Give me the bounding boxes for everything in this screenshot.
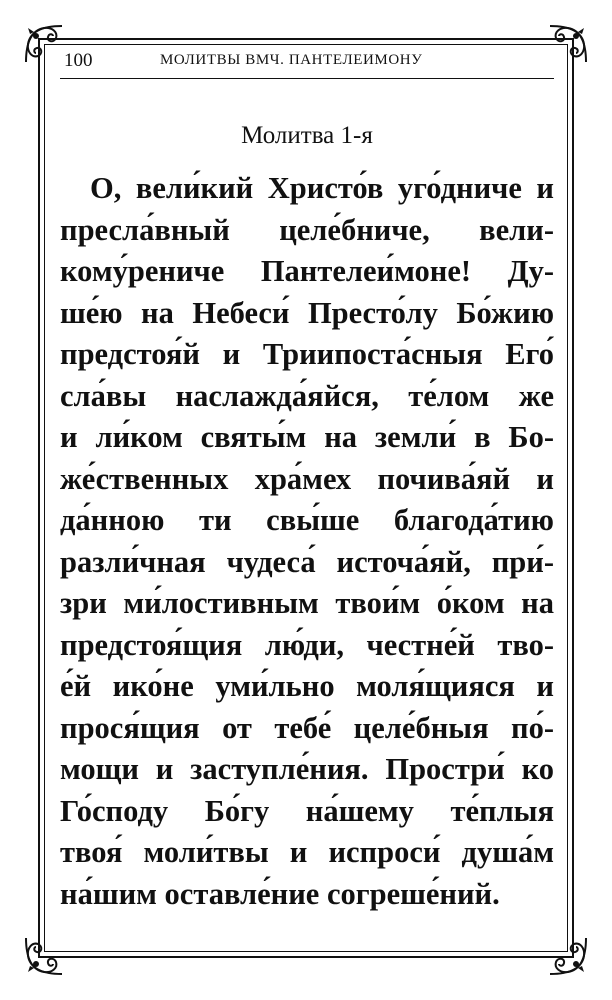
- prayer-line: предстоя́й и Триипоста́сныя Его́: [60, 337, 554, 371]
- prayer-line: разли́чная чудеса́ источа́яй, при́-: [60, 544, 554, 579]
- flourish-icon: [22, 934, 66, 978]
- prayer-line: и ли́ком святы́м на земли́ в Бо-: [60, 420, 554, 454]
- prayer-line: на́шим оставле́ние согреше́ний.: [60, 876, 500, 911]
- prayer-line: сла́вы наслажда́яйся, те́лом же: [60, 378, 554, 413]
- prayer-line: твоя́ моли́твы и испроси́ душа́м: [60, 835, 554, 869]
- corner-ornament-top-right: [546, 22, 590, 66]
- prayer-line: ше́ю на Небеси́ Престо́лу Бо́жию: [60, 295, 554, 330]
- prayer-line: да́нною ти свы́ше благода́тию: [60, 503, 554, 537]
- prayer-line: мощи и заступле́ния. Простри́ ко: [60, 752, 554, 786]
- flourish-icon: [546, 22, 590, 66]
- prayer-line: предстоя́щия лю́ди, честне́й тво-: [60, 627, 554, 662]
- prayer-line: зри ми́лостивным твои́м о́ком на: [60, 586, 554, 620]
- prayer-line: пресла́вный целе́бниче, вели-: [60, 212, 554, 247]
- prayer-line: прося́щия от тебе́ целе́бныя по́-: [60, 710, 554, 745]
- prayer-line: О, вели́кий Христо́в уго́дниче и: [90, 171, 554, 205]
- running-head: [62, 46, 552, 74]
- prayer-line: же́ственных хра́мех почива́яй и: [60, 461, 554, 496]
- corner-ornament-top-left: [22, 22, 66, 66]
- prayer-line: Го́споду Бо́гу на́шему те́плыя: [60, 793, 554, 828]
- running-title: МОЛИТВЫ ВМЧ. ПАНТЕЛЕИМОНУ: [160, 52, 423, 68]
- prayer-heading: Молитва 1-я: [241, 122, 373, 149]
- flourish-icon: [22, 22, 66, 66]
- prayer-line: е́й ико́не уми́льно моля́щияся и: [60, 669, 554, 703]
- prayer-text: [60, 168, 554, 915]
- header-rule: [60, 78, 554, 79]
- corner-ornament-bottom-left: [22, 934, 66, 978]
- flourish-icon: [546, 934, 590, 978]
- page-number: 100: [64, 50, 93, 71]
- corner-ornament-bottom-right: [546, 934, 590, 978]
- prayer-line: кому́рениче Пантелеи́моне! Ду-: [60, 254, 554, 288]
